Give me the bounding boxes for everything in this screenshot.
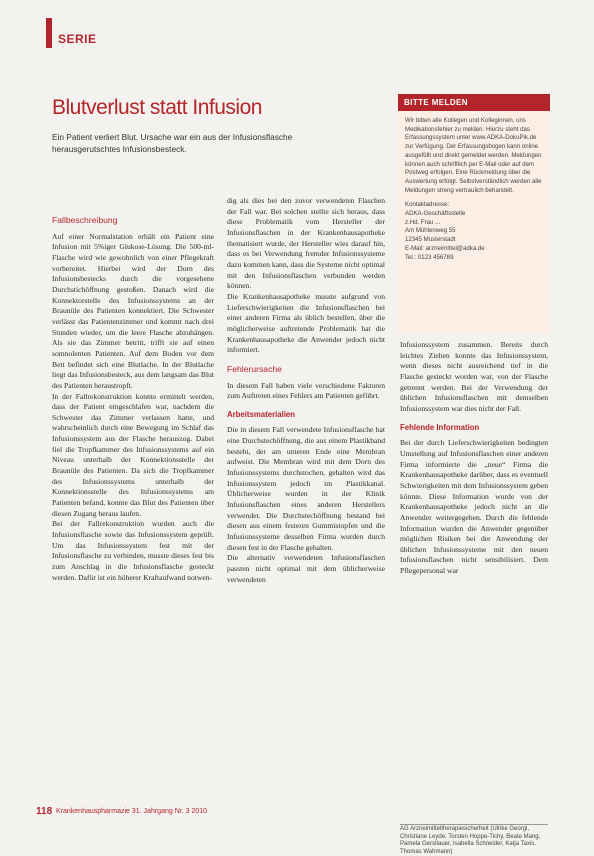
contact-label: Kontaktadresse: bbox=[405, 201, 450, 209]
body-paragraph: In diesem Fall haben viele verschiedene Faktoren zum Auftreten eines Fehlers am Patienten geführt. bbox=[227, 380, 385, 401]
body-paragraph: dig als dies bei den zuvor verwendeten Flaschen der Fall war. Bei solchen stellte sich heraus, dass diese Problematik vom Hersteller der Infusionsflaschen in der Krankenhausapotheke thematisiert wurde, der Hersteller wies darauf hin, dass es bei Verwendung fremder Infusionssysteme dazu kommen kann, dass die Systeme nicht optimal mit den Infusionsflaschen verbunden werden können. bbox=[227, 196, 385, 291]
credits-divider bbox=[400, 824, 548, 825]
subheading-missing-info: Fehlende Information bbox=[400, 422, 480, 432]
contact-line: 12345 Musterstadt bbox=[405, 236, 456, 244]
section-heading-case: Fallbeschreibung bbox=[52, 215, 118, 225]
report-info-box bbox=[398, 94, 550, 334]
body-paragraph: Infusionssystem zusammen. Bereits durch leichtes Ziehen konnte das Infusionssystem, wenn dieses nicht ausreichend tief in die Flasche gesteckt worden war, von der Flasche getrennt werden. Bei der Verwendung der üblichen Infusionsflaschen mit demselben Infusionssystem war dies nicht der Fall. bbox=[400, 340, 548, 413]
page-number: 118 bbox=[36, 806, 53, 817]
contact-line: z.Hd. Frau ... bbox=[405, 218, 441, 226]
contact-block bbox=[405, 201, 543, 262]
article-title: Blutverlust statt Infusion bbox=[52, 96, 262, 119]
body-paragraph: Die Krankenhausapotheke musste aufgrund von Lieferschwierigkeiten die Infusionsflaschen bei einer anderen Firma als üblich bestellen, über die möglicherweise auftretende Problematik hat die Krankenhausapotheke die Anwender jedoch nicht informiert. bbox=[227, 291, 385, 355]
report-info-text: Wir bitten alle Kollegen und Kolleginnen, uns Medikationsfehler zu melden. Hierzu steht das Erfassungssystem unter www.ADKA-DokuPik.de zur Verfügung. Der Erfassungsbogen kann online ausgefüllt und direkt gemeldet werden. Meldungen können auch schriftlich per E-Mail oder auf dem Postweg erfolgen. Eine Rückmeldung über die Auswertung erfolgt. Selbstverständlich werden alle Meldungen streng vertraulich behandelt. bbox=[405, 117, 542, 194]
body-paragraph: Die alternativ verwendeten Infusionsflaschen passten nicht optimal mit dem üblicherweise verwendeten bbox=[227, 553, 385, 584]
column-2 bbox=[227, 196, 385, 585]
journal-footer: Krankenhauspharmazie 31. Jahrgang Nr. 3 2010 bbox=[56, 808, 207, 815]
column-1 bbox=[52, 215, 214, 583]
section-heading-cause: Fehlerursache bbox=[227, 363, 282, 374]
report-info-heading: BITTE MELDEN bbox=[398, 94, 550, 111]
body-paragraph: Die in diesem Fall verwendete Infusionsflasche hat eine Durchstechöffnung, die aus einem Plastikband besteht, der am unteren Ende eine Membran aufweist. Die Membran wird mit dem Dorn des Infusionssystems durchstochen, gehalten wird das Infusionssystem jedoch im Plastikkanal. Üblicherweise wurden in der Klinik Infusionsflaschen eines anderen Herstellers verwendet. Die Durchstechöffnung bestand bei diesen aus einem festeren Gummistopfen und die Infusionssysteme desselben Firma wurden durch diesen fest in der Flasche gehalten. bbox=[227, 425, 385, 552]
contact-line: Tel.: 0123 456789 bbox=[405, 253, 454, 261]
contact-line[interactable]: E-Mail: arzneimittel@adka.de bbox=[405, 244, 485, 252]
subheading-materials: Arbeitsmaterialien bbox=[227, 409, 296, 419]
section-label: SERIE bbox=[58, 32, 97, 46]
author-credits: AG Arzneimitteltherapiesicherheit (Ulrike Georgi, Christiane Leyde, Torsten Hoppe-Tichy, Beate Mang, Pamela Gerstlauer, Isabella Schneider, Katja Taxis, Thomas Wahmann) bbox=[400, 826, 541, 855]
article-lead: Ein Patient verliert Blut. Ursache war ein aus der Infusionsflasche herausgerutschtes Infusionsbesteck. bbox=[52, 132, 293, 154]
body-paragraph: In der Fallrekonstruktion konnte ermittelt werden, dass der Patient eingeschlafen war, nachdem die Schwester das Zimmer verlassen hatte, und wahrscheinlich durch eine Bewegung im Schlaf das Infusionssystem aus der Flasche herauszog. Dabei fiel die Tropfkammer des Infusionssystems auf ein Niveau unterhalb der Konnektionsstelle der Braunüle des Patienten. Da sich die Tropfkammer des Infusionssystems unterhalb der Konnektionsstelle des Infusionssystems am Patienten befand, konnte das Blut des Patienten über diesen Zugang heraus laufen. bbox=[52, 391, 214, 518]
body-paragraph: Bei der durch Lieferschwierigkeiten bedingten Umstellung auf Infusionsflaschen einer anderen Firma informierte die „neue“ Firma die Krankenhausapotheke darüber, dass es eventuell Schwierigkeiten mit dem Infusionssystem geben könnte. Diese Information wurde von der Krankenhausapotheke jedoch nicht an die Anwender weitergegeben. Durch die fehlende Information wurden die Anwender gegenüber möglichen Risiken bei der Anwendung der üblichen Infusionssysteme mit den neuen Infusionsflaschen nicht sensibilisiert. Dem Pflegepersonal war bbox=[400, 438, 548, 576]
serie-accent-bar bbox=[46, 18, 52, 48]
column-3 bbox=[400, 340, 548, 577]
contact-line: Am Mühlenweg 55 bbox=[405, 227, 456, 235]
body-paragraph: Auf einer Normalstation erhält ein Patient eine Infusion mit 5%iger Glukose-Lösung. Die 500-ml-Flasche wird wie gewohnlich von einer Pflegekraft vorbereitet. Hierbei wird der Dorn des Infusionsbestecks durch die vorgesehene Durchstichöffnung gestoßen. Danach wird die Konnektorstelle des Infusionssystems an der Braunüle des Patienten konnektiert. Die Schwester verlässt das Patientenzimmer und kommt nach drei Stunden wieder, um die leere Flasche abzuhängen. Als sie das Zimmer betritt, trifft sie auf einen somnolenten Patienten. Auf dem Boden vor dem Bett befindet sich eine Blutlache. In der Blutlache liegt das Infusionsbesteck, aus dem langsam das Blut des Patienten heraustropft. bbox=[52, 231, 214, 390]
body-paragraph: Bei der Fallrekonstruktion wurden auch die Infusionsflasche sowie das Infusionssystem geprüft. Um das Infusionssystem fest mit der Infusionsflasche zu verbinden, musste dieses fest bis zum Anschlag in die Infusionsflasche gesteckt werden. Dafür ist ein höherer Kraftaufwand notwen- bbox=[52, 519, 214, 582]
contact-line: ADKA-Geschäftsstelle bbox=[405, 210, 466, 218]
